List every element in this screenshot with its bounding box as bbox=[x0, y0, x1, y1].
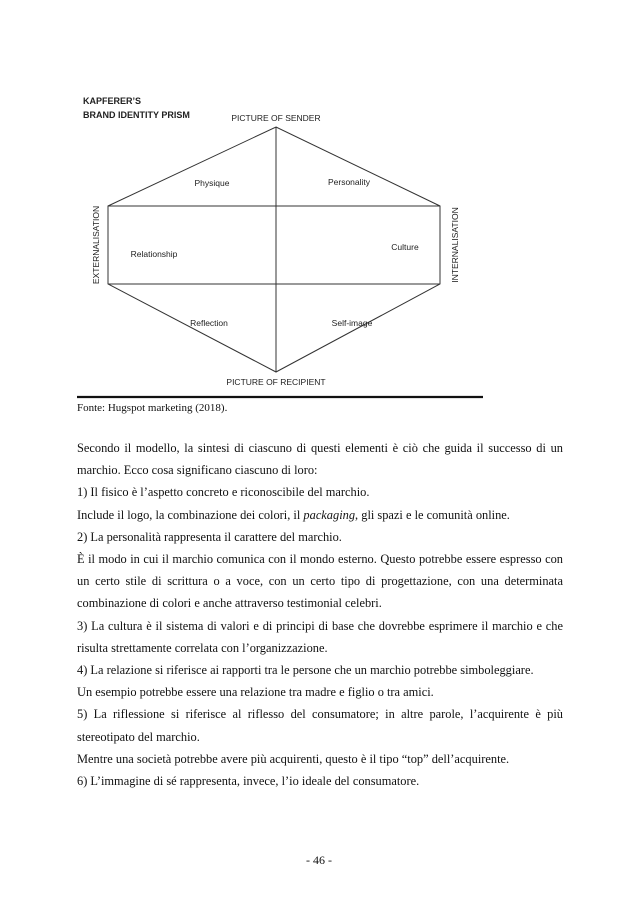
facet-culture: Culture bbox=[391, 242, 419, 252]
internalisation-label: INTERNALISATION bbox=[450, 207, 460, 283]
paragraph: È il modo in cui il marchio comunica con il mondo esterno. Questo potrebbe essere espresso con un certo stile di scrittura o a voce, con un certo tipo di progettazione, con una determinata combinazione di colori e anche attraverso testimonial celebri. bbox=[77, 552, 563, 611]
paragraph: 5) La riflessione si riferisce al riflesso del consumatore; in altre parole, l’acquirente è più stereotipato del marchio. bbox=[77, 707, 563, 744]
body-text bbox=[77, 437, 563, 792]
prism-diagram bbox=[0, 0, 638, 400]
paragraph-part: , gli spazi e le comunità online. bbox=[355, 507, 510, 522]
facet-personality: Personality bbox=[327, 177, 371, 187]
figure-title-line1: KAPFERER’S bbox=[83, 96, 142, 106]
paragraph-italic-term: packaging bbox=[303, 507, 356, 522]
paragraph: 4) La relazione si riferisce ai rapporti tra le persone che un marchio potrebbe simboleggiare. bbox=[77, 663, 534, 678]
externalisation-label: EXTERNALISATION bbox=[91, 205, 101, 285]
paragraph bbox=[77, 504, 563, 526]
paragraph: 2) La personalità rappresenta il carattere del marchio. bbox=[77, 529, 342, 544]
paragraph-part: Include il logo, la combinazione dei colori, il bbox=[77, 507, 304, 522]
paragraph: 3) La cultura è il sistema di valori e di principi di base che dovrebbe esprimere il marchio e che risulta strettamente correlata con l’organizzazione. bbox=[77, 618, 563, 655]
paragraph: Un esempio potrebbe essere una relazione tra madre e figlio o tra amici. bbox=[77, 685, 434, 700]
paragraph: 1) Il fisico è l’aspetto concreto e riconoscibile del marchio. bbox=[77, 485, 370, 500]
picture-of-sender-label: PICTURE OF SENDER bbox=[231, 113, 321, 123]
facet-relationship: Relationship bbox=[130, 249, 178, 259]
page-number: - 46 - bbox=[306, 853, 332, 867]
figure-source-caption: Fonte: Hugspot marketing (2018). bbox=[77, 402, 228, 414]
paragraph: 6) L’immagine di sé rappresenta, invece, l’io ideale del consumatore. bbox=[77, 774, 420, 789]
facet-reflection: Reflection bbox=[190, 318, 228, 328]
facet-physique: Physique bbox=[194, 178, 230, 188]
brand-identity-prism-figure bbox=[0, 0, 638, 400]
picture-of-recipient-label: PICTURE OF RECIPIENT bbox=[226, 377, 326, 387]
paragraph: Mentre una società potrebbe avere più acquirenti, questo è il tipo “top” dell’acquirente. bbox=[77, 751, 510, 766]
figure-title-line2: BRAND IDENTITY PRISM bbox=[83, 110, 190, 120]
paragraph: Secondo il modello, la sintesi di ciascuno di questi elementi è ciò che guida il successo di un marchio. Ecco cosa significano ciascuno di loro: bbox=[77, 441, 563, 478]
facet-self-image: Self-image bbox=[331, 318, 373, 328]
